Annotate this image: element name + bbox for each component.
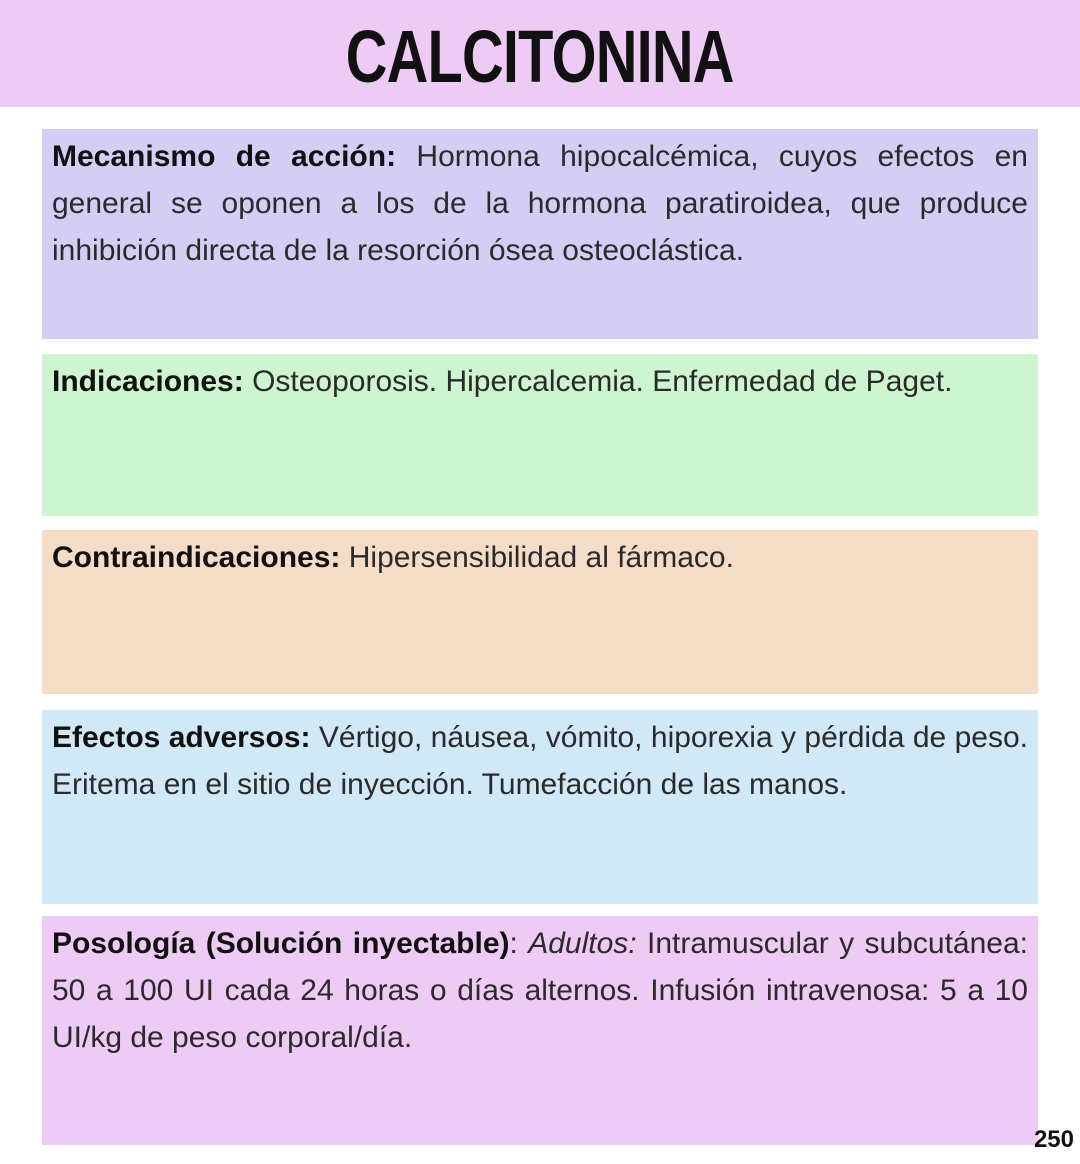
efectos-text: Vértigo, náusea, vómito, hiporexia y pérdida de peso. Eritema en el sitio de inyección. Tumefacción de las manos. [52, 721, 1028, 801]
section-mecanismo [42, 129, 1038, 339]
posologia-label: Posología (Solución inyectable) [52, 927, 510, 960]
contraindicaciones-label: Contraindicaciones: [52, 541, 341, 574]
indicaciones-label: Indicaciones: [52, 365, 244, 398]
indicaciones-text: Osteoporosis. Hipercalcemia. Enfermedad de Paget. [252, 365, 953, 398]
page-header [0, 0, 1080, 107]
posologia-separator: : [509, 927, 518, 960]
efectos-label: Efectos adversos: [52, 721, 311, 754]
contraindicaciones-text: Hipersensibilidad al fármaco. [348, 541, 734, 574]
mecanismo-label: Mecanismo de acción: [52, 140, 397, 173]
section-efectos-adversos [42, 710, 1038, 904]
section-contraindicaciones [42, 530, 1038, 694]
page-number: 250 [1033, 1126, 1074, 1153]
section-posologia [42, 916, 1038, 1145]
page-title: CALCITONINA [346, 15, 734, 98]
section-indicaciones [42, 354, 1038, 516]
posologia-text: Intramuscular y subcutánea: 50 a 100 UI cada 24 horas o días alternos. Infusión intravenosa: 5 a 10 UI/kg de peso corporal/día. [52, 927, 1028, 1054]
mecanismo-text: Hormona hipocalcémica, cuyos efectos en general se oponen a los de la hormona paratiroidea, que produce inhibición directa de la resorción ósea osteoclástica. [52, 140, 1028, 267]
posologia-adultos: Adultos: [528, 927, 637, 960]
